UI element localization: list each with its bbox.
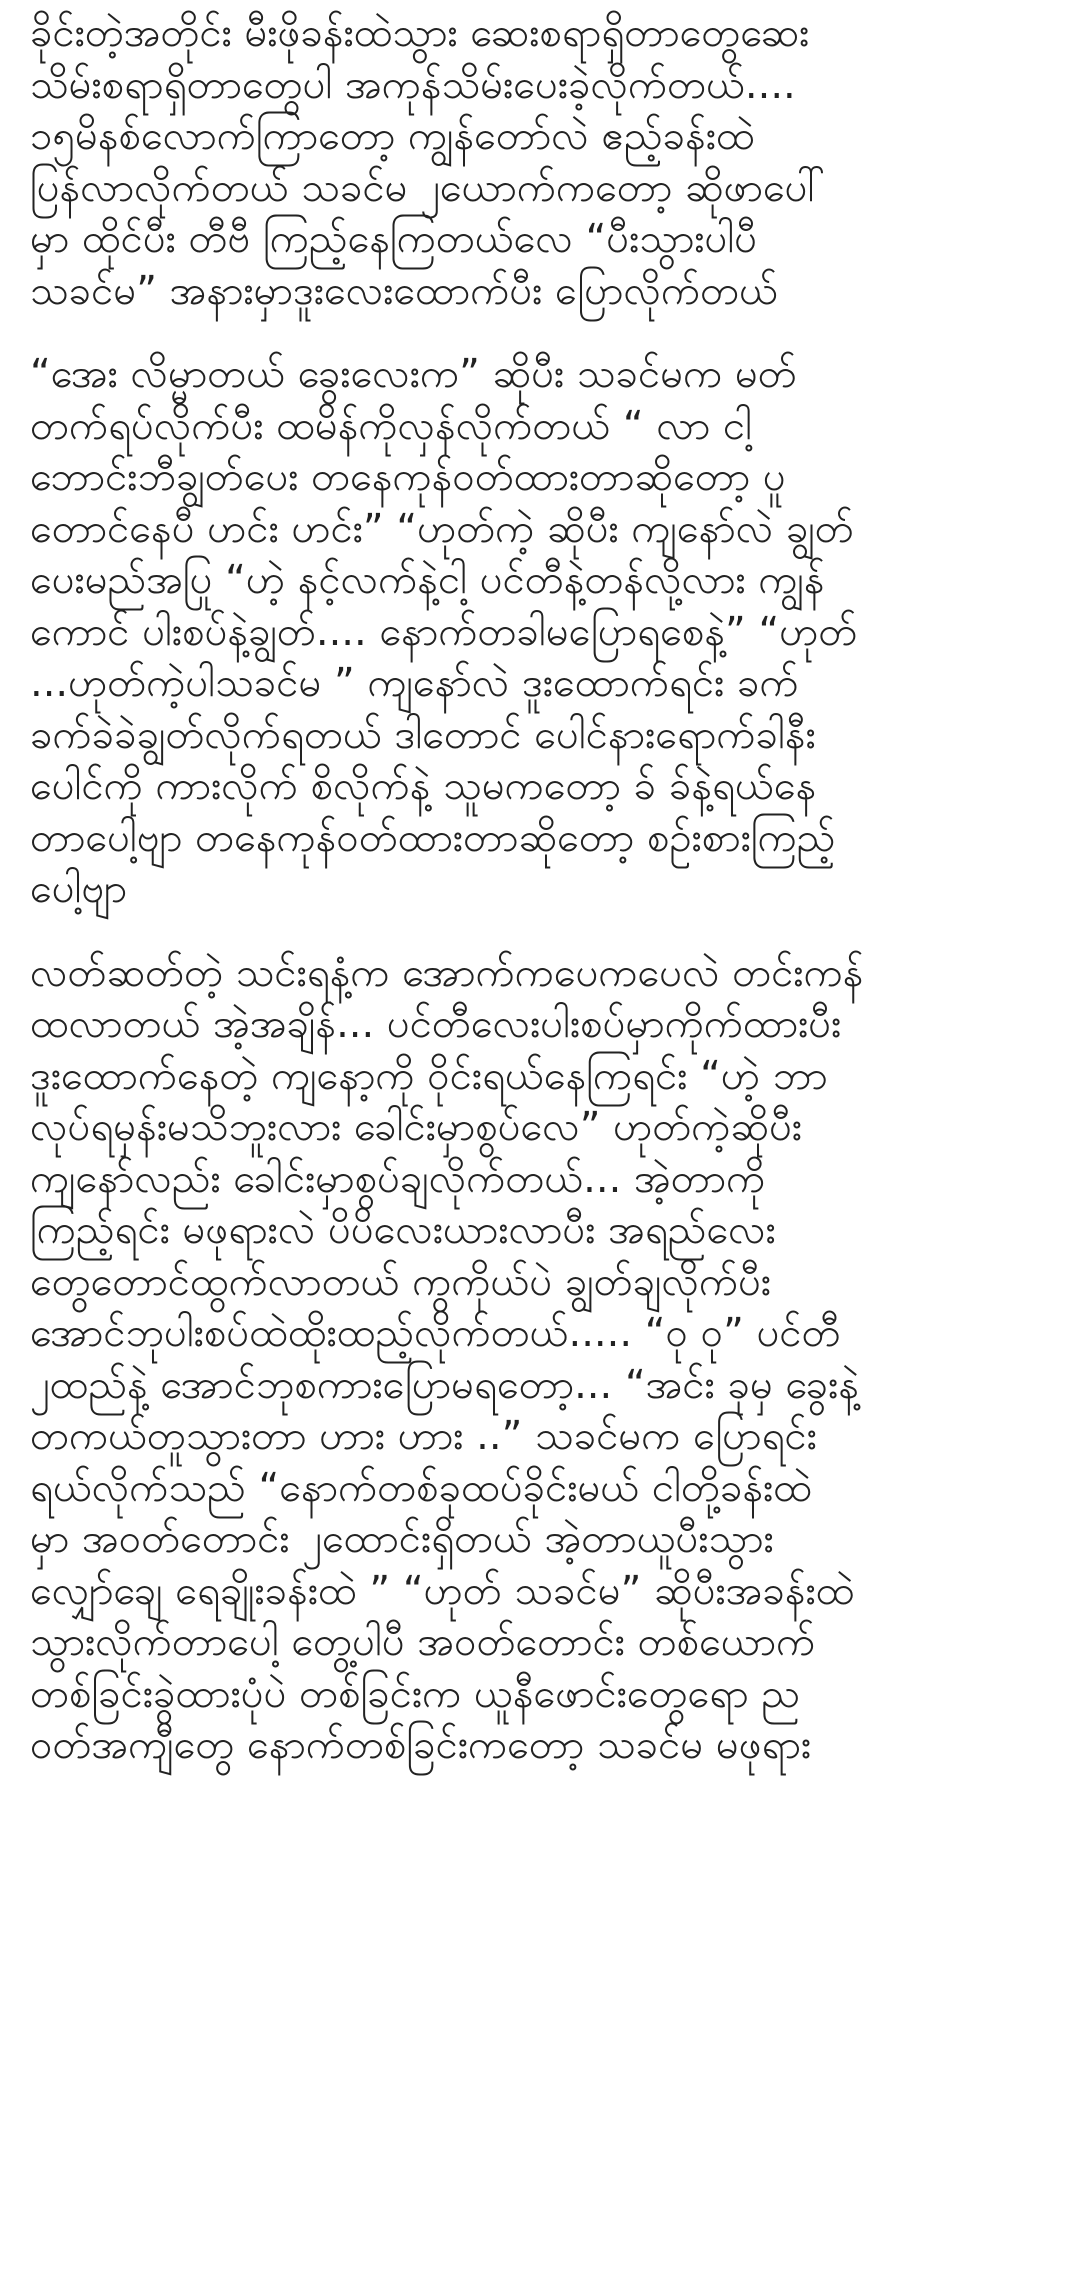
text-line: သခင်မ” အနားမှာဒူးလေးထောက်ပီး ပြောလိုက်တယ် — [30, 267, 778, 314]
text-line: ပေးမည်အပြု “ဟဲ့ နင့်လက်နဲ့ငါ့ ပင်တီနဲ့တန်လို့လား ကျွန် — [30, 557, 825, 603]
text-line: တစ်ခြင်းခွဲထားပုံပဲ တစ်ခြင်းက ယူနီဖောင်းတွေရော ည — [30, 1670, 801, 1717]
text-line: သွားလိုက်တာပေါ့ တွေ့ပါပီ အဝတ်တောင်း တစ်ယောက် — [30, 1619, 816, 1665]
text-line: ဒူးထောက်နေတဲ့ ကျနော့ကို ဝိုင်းရယ်နေကြရင်း “ဟဲ့ ဘာ — [30, 1052, 828, 1099]
text-line: ပြန်လာလိုက်တယ် သခင်မ ၂ယောက်ကတော့ ဆိုဖာပေါ် — [30, 164, 826, 211]
text-line: တွေတောင်ထွက်လာတယ် ကွကိုယ်ပဲ ချွတ်ချလိုက်ပီး — [30, 1258, 772, 1305]
text-line: လုပ်ရမှန်းမသိဘူးလား ခေါင်းမှာစွပ်လေ” ဟုတ်ကဲ့ဆိုပီး — [30, 1104, 803, 1150]
text-line: တက်ရပ်လိုက်ပီး ထမိန်ကိုလှန်လိုက်တယ် “ လာ ငါ့ — [30, 402, 753, 449]
text-line: မှာ အဝတ်တောင်း ၂ထောင်းရှိတယ် အဲ့တာယူပီးသွား — [30, 1516, 774, 1562]
text-line: မှာ ထိုင်ပီး တီဗီ ကြည့်နေကြတယ်လေ “ပီးသွားပါပီ — [30, 216, 758, 262]
text-line: ခိုင်းတဲ့အတိုင်း မီးဖိုခန်းထဲသွား ဆေးစရာရှိတာတွေဆေး — [30, 10, 810, 56]
text-line: ခက်ခဲခဲချွတ်လိုက်ရတယ် ဒါတောင် ပေါင်နားရောက်ခါနီး — [30, 711, 816, 758]
text-line: တာပေါ့ဗျာ တနေကုန်ဝတ်ထားတာဆိုတော့ စဉ်းစားကြည့် — [30, 814, 836, 861]
text-line: ဘောင်းဘီချွတ်ပေး တနေကုန်ဝတ်ထားတာဆိုတော့ ပူ — [30, 454, 786, 500]
text-line: ပေါင်ကို ကားလိုက် စိလိုက်နဲ့ သူမကတော့ ခ် ခ်နဲ့ရယ်နေ — [30, 763, 817, 809]
text-line: “အေး လိမ္မာတယ် ခွေးလေးက” ဆိုပီး သခင်မက မတ် — [30, 351, 797, 397]
text-line: တကယ်တူသွားတာ ဟား ဟား ..” သခင်မက ပြောရင်း — [30, 1413, 817, 1459]
text-line: ပေါ့ဗျာ — [30, 866, 128, 912]
text-line: လျှော်ချေ ရေချိုးခန်းထဲ ” “ဟုတ် သခင်မ” ဆိုပီးအခန်းထဲ — [30, 1567, 855, 1614]
text-line: ကြည့်ရင်း မဖုရားလဲ ပိပိလေးယားလာပီး အရည်လေး — [30, 1207, 776, 1253]
text-line: သိမ်းစရာရှိတာတွေပါ အကုန်သိမ်းပေးခဲ့လိုက်တယ်.... — [30, 61, 796, 108]
text-line: ထလာတယ် အဲ့အချိန်... ပင်တီလေးပါးစပ်မှာကိုက်ထားပီး — [30, 1001, 842, 1047]
text-line: ၁၅မိနစ်လောက်ကြာတော့ ကျွန်တော်လဲ ဧည့်ခန်းထဲ — [30, 113, 755, 159]
text-line: ရယ်လိုက်သည် “နောက်တစ်ခုထပ်ခိုင်းမယ် ငါတို့ခန်းထဲ — [30, 1464, 812, 1511]
text-line: ကောင် ပါးစပ်နဲ့ချွတ်.... နောက်တခါမပြောရစေနဲ့” “ဟုတ် — [30, 608, 858, 655]
story-text — [30, 0, 1065, 1804]
text-line: ၂ထည်နဲ့ အောင်ဘုစကားပြောမရတော့... “အင်း ခုမှ ခွေးနဲ့ — [30, 1361, 860, 1408]
paragraph-2 — [30, 349, 1065, 916]
text-line: လတ်ဆတ်တဲ့ သင်းရနံ့က အောက်ကပေကပေလဲ တင်းကန် — [30, 949, 864, 996]
text-line: ကျနော်လည်း ခေါင်းမှာစွပ်ချလိုက်တယ်... အဲ့တာကို — [30, 1155, 766, 1202]
text-line: အောင်ဘုပါးစပ်ထဲထိုးထည့်လိုက်တယ်..... “ဝု ဝု” ပင်တီ — [30, 1310, 841, 1356]
text-line: တောင်နေပီ ဟင်း ဟင်း” “ဟုတ်ကဲ့ ဆိုပီး ကျနော်လဲ ချွတ် — [30, 505, 854, 552]
paragraph-1 — [30, 8, 1065, 317]
paragraph-3 — [30, 948, 1065, 1772]
text-line: ...ဟုတ်ကဲ့ပါသခင်မ ” ကျနော်လဲ ဒူးထောက်ရင်း ခက် — [30, 660, 799, 706]
text-line: ဝတ်အကျီတွေ နောက်တစ်ခြင်းကတော့ သခင်မ မဖုရား — [30, 1722, 812, 1768]
